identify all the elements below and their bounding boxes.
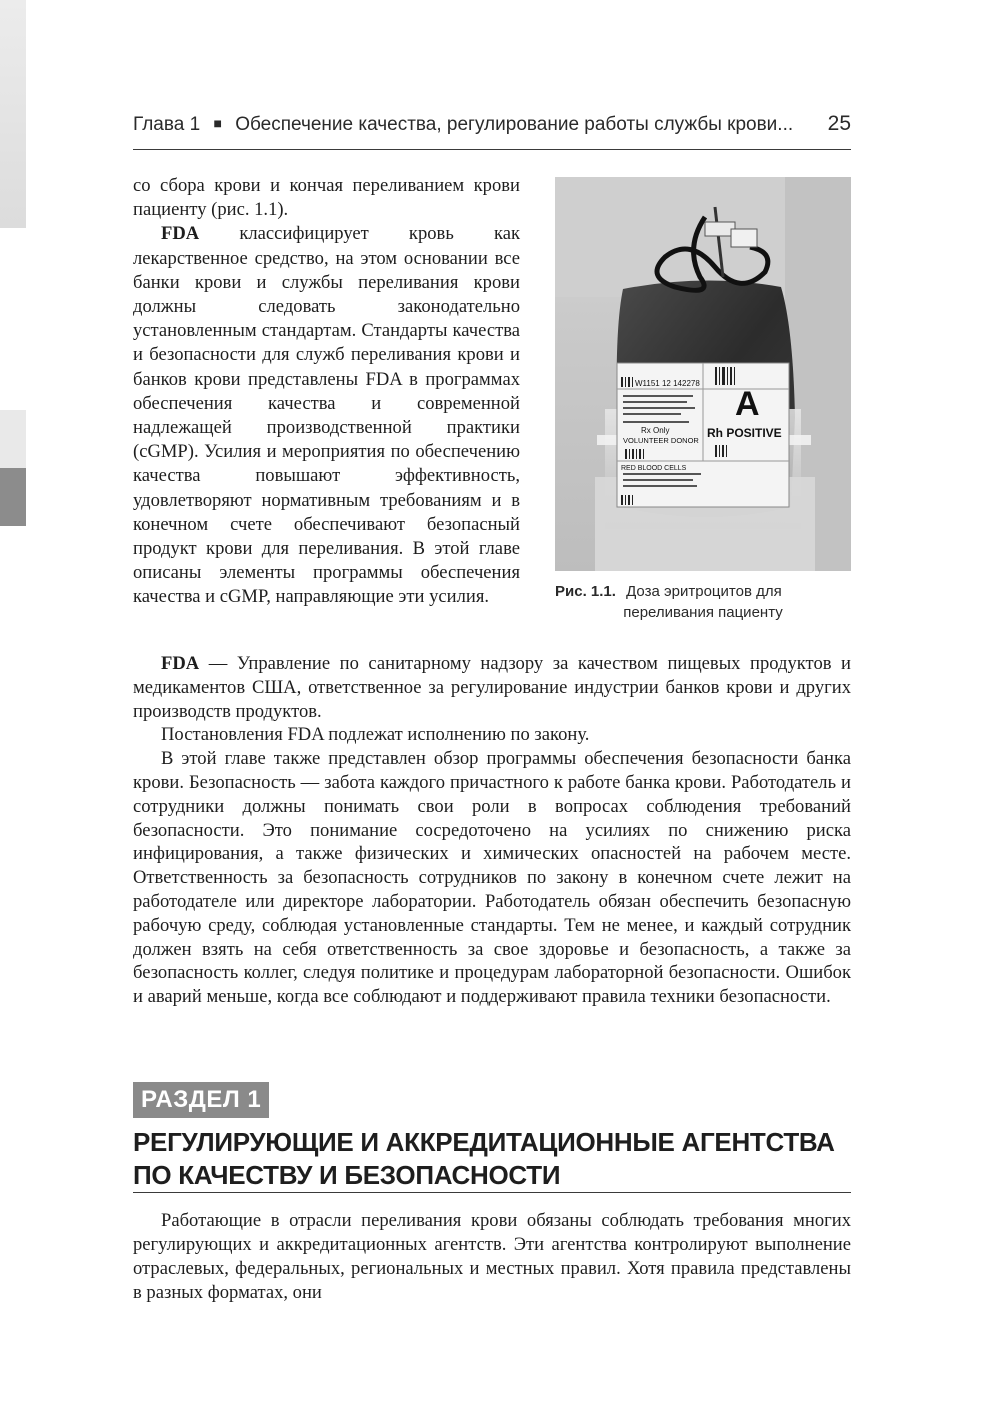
running-header-title	[133, 114, 793, 136]
running-header	[133, 114, 851, 144]
label-product: RED BLOOD CELLS	[621, 465, 687, 472]
section-title	[133, 1126, 851, 1192]
section-title-rule	[133, 1192, 851, 1193]
blood-bag-photo	[555, 177, 851, 571]
page-number: 25	[827, 112, 851, 135]
paragraph	[133, 652, 851, 723]
figure-caption	[555, 581, 851, 623]
header-rule	[133, 149, 851, 150]
page-edge-tab	[0, 410, 26, 468]
body-column	[133, 174, 520, 610]
paragraph	[133, 222, 520, 609]
caption-text-line2: переливания пациенту	[623, 604, 783, 621]
paragraph: Работающие в отрасли переливания крови обязаны соблюдать требования многих регулирующих и аккредитационных агентств. Эти агентства контролируют выполнение отраслевых, федеральных, региональных и местных правил. Хотя правила представлены в разных форматах, они	[133, 1210, 851, 1303]
page-edge-tab	[0, 468, 26, 526]
section-badge: РАЗДЕЛ 1	[133, 1082, 269, 1118]
section-title-line: РЕГУЛИРУЮЩИЕ И АККРЕДИТАЦИОННЫЕ АГЕНТСТВА	[133, 1127, 835, 1157]
chapter-title: Обеспечение качества, регулирование работы службы крови...	[235, 114, 794, 135]
header-separator: ■	[213, 115, 222, 131]
section-title-line: ПО КАЧЕСТВУ И БЕЗОПАСНОСТИ	[133, 1160, 561, 1190]
label-code: W1151 12 142278	[635, 379, 700, 388]
caption-label: Рис. 1.1.	[555, 583, 616, 600]
chapter-label: Глава 1	[133, 114, 201, 135]
paragraph: со сбора крови и кончая переливанием крови пациенту (рис. 1.1).	[133, 175, 520, 221]
label-donor: VOLUNTEER DONOR	[623, 436, 699, 445]
paragraph: В этой главе также представлен обзор программы обеспечения безопасности банка крови. Безопасность — забота каждого причастного к работе банка крови. Работодатель и сотрудники должны понимать свои роли в вопросах соблюдения требований безопасности. Это понимание сосредоточено на усилиях по снижению риска инфицирования, а также физических и химических опасностей на рабочем месте. Ответственность за безопасность сотрудников по закону в конечном счете лежит на работодателе или директоре лаборатории. Работодатель обязан обеспечить безопасную рабочую среду, соблюдая установленные стандарты. Тем не менее, и каждый сотрудник должен взять на себя ответственность за свое здоровье и безопасность, а также за безопасность коллег, следуя политике и процедурам лабораторной безопасности. Ошибок и аварий меньше, когда все соблюдают и поддерживают правила техники безопасности.	[133, 748, 851, 1008]
term-fda: FDA	[161, 653, 200, 674]
body-full-width	[133, 652, 851, 1009]
term-fda: FDA	[161, 223, 200, 245]
figure-1-1	[555, 177, 851, 623]
paragraph: Постановления FDA подлежат исполнению по закону.	[161, 724, 590, 746]
paragraph-text: — Управление по санитарному надзору за качеством пищевых продуктов и медикаментов США, ответственное за регулирование индустрии банков крови и других производств продуктов.	[133, 653, 851, 722]
paragraph-text: классифицирует кровь как лекарственное средство, на этом основании все банки крови и службы переливания крови должны следовать законодательно установленным стандартам. Стандарты качества и безопасности для служб переливания крови и банков крови представлены FDA в программах обеспечения качества и современной надлежащей производственной практики (cGMP). Усилия и мероприятия по обеспечению качества повышают эффективность, удовлетворяют нормативным требованиям и в конечном счете обеспечивают безопасный продукт крови для переливания. В этой главе описаны элементы программы обеспечения качества и cGMP, направляющие эти усилия.	[133, 223, 520, 608]
label-rx: Rx Only	[641, 426, 670, 435]
label-rh: Rh POSITIVE	[707, 426, 782, 440]
caption-text: Доза эритроцитов для	[626, 583, 782, 600]
section-body	[133, 1209, 851, 1305]
label-blood-type: A	[735, 385, 760, 423]
page-edge-tab	[0, 0, 26, 228]
